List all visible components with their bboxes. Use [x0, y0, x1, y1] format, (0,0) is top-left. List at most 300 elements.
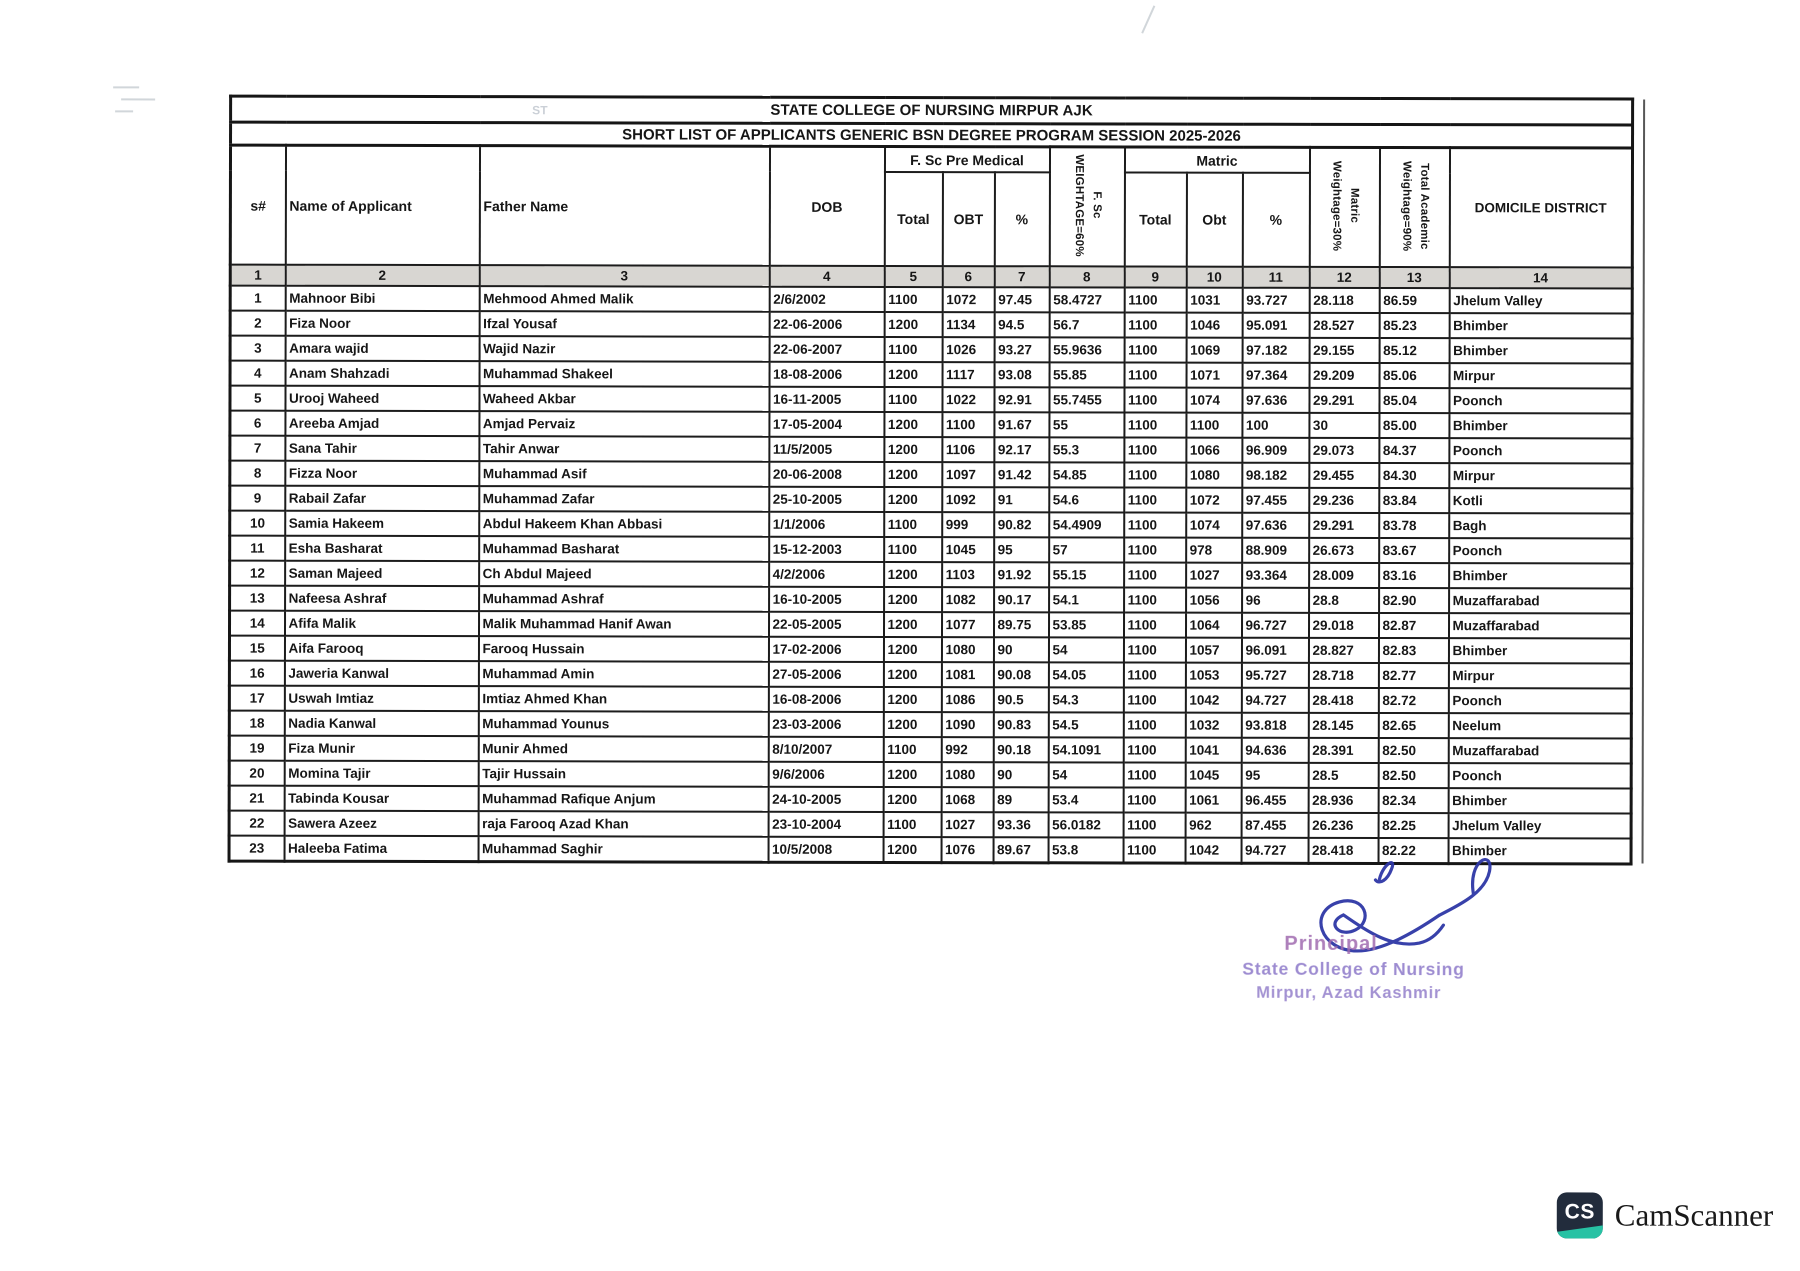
table-cell: 10/5/2008 [768, 837, 883, 863]
table-cell: 29.291 [1309, 513, 1379, 538]
table-cell: 56.0182 [1048, 812, 1123, 837]
table-cell: 1022 [942, 387, 994, 412]
table-cell: 1069 [1186, 338, 1242, 363]
table-cell: 1100 [1124, 437, 1186, 462]
table-row [229, 761, 1631, 789]
table-cell: Imtiaz Ahmed Khan [478, 686, 768, 712]
header-matric-group: Matric [1124, 147, 1309, 173]
table-cell: 89 [993, 787, 1048, 812]
table-cell: 89.67 [993, 837, 1048, 863]
table-cell: 96.091 [1241, 638, 1308, 663]
table-cell: 93.36 [993, 812, 1048, 837]
table-cell: 1080 [1186, 463, 1242, 488]
table-cell: 1100 [1124, 487, 1186, 512]
table-cell: 1200 [883, 837, 941, 863]
table-cell: 54 [1048, 762, 1123, 787]
table-cell: 29.018 [1308, 613, 1378, 638]
table-cell: 1100 [942, 412, 994, 437]
table-cell: 55.15 [1049, 562, 1124, 587]
table-cell: Mirpur [1449, 463, 1632, 488]
table-cell: Haleeba Fatima [284, 836, 478, 862]
table-cell: 28.418 [1308, 838, 1378, 864]
table-cell: 1074 [1186, 513, 1242, 538]
table-cell: 4/2/2006 [769, 562, 884, 587]
column-number: 1 [230, 265, 285, 286]
table-cell: 28.827 [1308, 638, 1378, 663]
table-cell: 1200 [884, 437, 942, 462]
table-cell: 95 [994, 537, 1049, 562]
table-cell: Uswah Imtiaz [284, 686, 478, 711]
stamp-line-2: State College of Nursing [1242, 958, 1465, 980]
table-cell: 29.073 [1309, 438, 1379, 463]
table-cell: Nadia Kanwal [284, 711, 478, 736]
table-cell: 1100 [1124, 412, 1186, 437]
table-cell: Muhammad Zafar [479, 486, 769, 512]
table-cell: 1064 [1185, 613, 1241, 638]
table-cell: 55.9636 [1049, 337, 1124, 362]
document-title: ST STATE COLLEGE OF NURSING MIRPUR AJK [231, 96, 1633, 125]
table-cell: 30 [1309, 413, 1379, 438]
table-cell: 1045 [1185, 763, 1241, 788]
header-group-row [230, 145, 1632, 173]
table-cell: 95.727 [1241, 663, 1308, 688]
table-cell: 1100 [1123, 687, 1185, 712]
table-cell: 16 [229, 661, 284, 686]
header-sno: s# [230, 145, 285, 265]
table-cell: Jhelum Valley [1449, 288, 1632, 313]
table-cell: Tahir Anwar [479, 436, 769, 462]
table-cell: Poonch [1449, 438, 1632, 463]
document-subtitle: SHORT LIST OF APPLICANTS GENERIC BSN DEGREE PROGRAM SESSION 2025-2026 [231, 122, 1633, 148]
table-cell: 1100 [884, 287, 942, 312]
table-cell: 10 [230, 511, 285, 536]
column-number: 4 [769, 266, 884, 287]
table-row [230, 561, 1632, 589]
table-cell: 100 [1242, 413, 1309, 438]
table-cell: 22-05-2005 [768, 612, 883, 637]
table-cell: 96.727 [1241, 613, 1308, 638]
table-cell: Amara wajid [285, 336, 479, 361]
table-cell: 88.909 [1242, 538, 1309, 563]
table-cell: 55.3 [1049, 437, 1124, 462]
table-cell: 1100 [1124, 387, 1186, 412]
table-cell: 54.85 [1049, 462, 1124, 487]
table-cell: 8 [230, 461, 285, 486]
table-cell: 85.00 [1379, 413, 1449, 438]
table-cell: 20 [229, 761, 284, 786]
table-cell: 94.5 [994, 312, 1049, 337]
table-cell: 56.7 [1049, 312, 1124, 337]
table-cell: 1100 [1124, 537, 1186, 562]
table-cell: 16-10-2005 [769, 587, 884, 612]
table-cell: Areeba Amjad [285, 411, 479, 436]
table-cell: Saman Majeed [285, 561, 479, 586]
table-cell: 29.291 [1309, 388, 1379, 413]
table-cell: 1106 [942, 437, 994, 462]
table-cell: 82.72 [1378, 688, 1448, 713]
table-cell: 1200 [884, 312, 942, 337]
table-cell: Anam Shahzadi [285, 361, 479, 386]
table-cell: 1042 [1185, 688, 1241, 713]
table-cell: 94.727 [1241, 838, 1308, 864]
table-cell: 1026 [942, 337, 994, 362]
table-cell: 9/6/2006 [768, 762, 883, 787]
table-cell: 82.34 [1378, 788, 1448, 813]
table-cell: 26.673 [1309, 538, 1379, 563]
table-cell: 962 [1185, 813, 1241, 838]
table-cell: Muhammad Rafique Anjum [478, 786, 768, 812]
table-cell: 1072 [1186, 488, 1242, 513]
title-row [231, 96, 1633, 125]
table-cell: 1100 [1123, 637, 1185, 662]
table-cell: 1027 [941, 812, 993, 837]
table-cell: 54.3 [1048, 687, 1123, 712]
table-cell: 82.77 [1378, 663, 1448, 688]
table-cell: 8/10/2007 [768, 737, 883, 762]
vertical-text: Total Academic Weightage=90% [1400, 160, 1431, 252]
table-cell: 12 [230, 561, 285, 586]
table-row [230, 461, 1632, 489]
table-cell: 1045 [942, 537, 994, 562]
table-cell: Ifzal Yousaf [479, 311, 769, 337]
table-cell: 16-11-2005 [769, 387, 884, 412]
table-cell: 93.818 [1241, 713, 1308, 738]
camscanner-brand-text: CamScanner [1614, 1197, 1774, 1233]
table-cell: 1097 [942, 462, 994, 487]
table-cell: 1090 [941, 712, 993, 737]
table-row [230, 286, 1632, 314]
table-cell: Bhimber [1448, 638, 1631, 663]
table-cell: 1200 [884, 362, 942, 387]
table-cell: 28.118 [1309, 288, 1379, 313]
table-cell: 1200 [883, 712, 941, 737]
stamp-line-3: Mirpur, Azad Kashmir [1256, 983, 1442, 1002]
table-cell: 97.364 [1242, 363, 1309, 388]
table-cell: 1100 [884, 387, 942, 412]
vertical-text: F. Sc WEIGHTAGE=60% [1072, 154, 1103, 257]
scan-artifact [115, 110, 133, 112]
table-cell: 1032 [1185, 713, 1241, 738]
table-cell: 1081 [941, 662, 993, 687]
table-cell: 97.636 [1242, 513, 1309, 538]
table-cell: 1056 [1186, 588, 1242, 613]
table-cell: 54.6 [1049, 487, 1124, 512]
table-cell: 28.009 [1309, 563, 1379, 588]
table-cell: Fiza Noor [285, 311, 479, 336]
table-cell: 29.155 [1309, 338, 1379, 363]
table-cell: 83.84 [1379, 488, 1449, 513]
table-cell: 91.67 [994, 412, 1049, 437]
table-cell: 53.8 [1048, 837, 1123, 863]
table-cell: 1100 [1123, 837, 1185, 863]
table-cell: 2 [230, 311, 285, 336]
table-cell: 92.17 [994, 437, 1049, 462]
table-cell: 18-08-2006 [769, 362, 884, 387]
table-cell: 1076 [941, 837, 993, 863]
table-cell: 28.145 [1308, 713, 1378, 738]
table-cell: 1066 [1186, 438, 1242, 463]
table-cell: 54.1091 [1048, 737, 1123, 762]
table-cell: 93.727 [1242, 288, 1309, 313]
table-cell: 93.27 [994, 337, 1049, 362]
table-cell: 85.12 [1379, 338, 1449, 363]
table-cell: 20-06-2008 [769, 462, 884, 487]
table-cell: 85.06 [1379, 363, 1449, 388]
table-cell: 98.182 [1242, 463, 1309, 488]
table-cell: Poonch [1449, 538, 1632, 563]
table-cell: 1082 [942, 587, 994, 612]
table-cell: 1100 [1123, 737, 1185, 762]
table-cell: 1103 [942, 562, 994, 587]
table-cell: 90.82 [994, 512, 1049, 537]
header-matric-pct: % [1242, 173, 1309, 267]
table-cell: 85.23 [1379, 313, 1449, 338]
table-cell: 97.182 [1242, 338, 1309, 363]
table-cell: 1057 [1185, 638, 1241, 663]
table-cell: 1086 [941, 687, 993, 712]
table-cell: 94.727 [1241, 688, 1308, 713]
header-fsc-weightage [1049, 147, 1124, 267]
table-row [229, 711, 1631, 739]
table-row [229, 686, 1631, 714]
table-cell: 9 [230, 486, 285, 511]
scan-artifact [1141, 5, 1155, 33]
table-cell: Bhimber [1449, 338, 1632, 363]
table-cell: 85.04 [1379, 388, 1449, 413]
table-cell: 26.236 [1308, 813, 1378, 838]
table-cell: Bhimber [1449, 413, 1632, 438]
table-cell: 3 [230, 336, 285, 361]
table-cell: 1092 [942, 487, 994, 512]
table-cell: 999 [942, 512, 994, 537]
table-cell: 57 [1049, 537, 1124, 562]
table-cell: 96.455 [1241, 788, 1308, 813]
column-number: 2 [285, 265, 479, 286]
table-cell: 92.91 [994, 387, 1049, 412]
table-cell: 55.85 [1049, 362, 1124, 387]
header-matric-obt: Obt [1186, 173, 1242, 267]
table-cell: 1080 [941, 762, 993, 787]
table-cell: 4 [230, 361, 285, 386]
table-cell: 21 [229, 786, 284, 811]
table-cell: 978 [1186, 538, 1242, 563]
table-cell: 82.22 [1378, 838, 1448, 864]
table-cell: 54 [1048, 637, 1123, 662]
table-cell: 86.59 [1379, 288, 1449, 313]
table-cell: Bhimber [1449, 563, 1632, 588]
table-cell: 1200 [884, 462, 942, 487]
table-row [229, 811, 1631, 839]
table-cell: 89.75 [993, 612, 1048, 637]
camscanner-watermark [1557, 1192, 1773, 1238]
table-row [229, 736, 1631, 764]
table-cell: 1200 [884, 562, 942, 587]
table-cell: 27-05-2006 [768, 662, 883, 687]
table-cell: 54.4909 [1049, 512, 1124, 537]
table-cell: 54.1 [1049, 587, 1124, 612]
table-cell: 95.091 [1242, 313, 1309, 338]
camscanner-logo-text: CS [1564, 1200, 1595, 1224]
table-cell: 1046 [1186, 313, 1242, 338]
table-cell: 1 [230, 286, 285, 311]
table-cell: 82.50 [1378, 763, 1448, 788]
ghost-bleed-text: ST [532, 103, 548, 118]
table-cell: Urooj Waheed [285, 386, 479, 411]
table-cell: 1117 [942, 362, 994, 387]
table-cell: 1068 [941, 787, 993, 812]
table-cell: 90.83 [993, 712, 1048, 737]
table-cell: 91.92 [994, 562, 1049, 587]
table-cell: 1100 [1124, 362, 1186, 387]
table-cell: 82.25 [1378, 813, 1448, 838]
table-cell: 83.78 [1379, 513, 1449, 538]
table-cell: Poonch [1449, 388, 1632, 413]
table-cell: Bagh [1449, 513, 1632, 538]
column-number: 9 [1124, 266, 1186, 287]
table-cell: 28.718 [1308, 663, 1378, 688]
table-cell: Muzaffarabad [1449, 588, 1632, 613]
table-cell: Mehmood Ahmed Malik [479, 286, 769, 312]
table-cell: Abdul Hakeem Khan Abbasi [479, 511, 769, 537]
table-cell: 23-10-2004 [768, 812, 883, 837]
table-cell: 1100 [1124, 462, 1186, 487]
column-number: 10 [1186, 267, 1242, 288]
column-number: 3 [479, 265, 769, 287]
table-cell: 22-06-2007 [769, 337, 884, 362]
table-cell: Ch Abdul Majeed [479, 561, 769, 587]
table-cell: 90 [993, 637, 1048, 662]
table-cell: 95 [1241, 763, 1308, 788]
table-cell: Rabail Zafar [285, 486, 479, 511]
camscanner-teal-stripe [1557, 1224, 1603, 1239]
vertical-text: Matric Weightage=30% [1330, 160, 1361, 252]
table-cell: 1027 [1186, 563, 1242, 588]
table-row [230, 511, 1632, 539]
table-row [229, 611, 1631, 639]
table-cell: 1200 [883, 662, 941, 687]
table-cell: Muhammad Saghir [478, 836, 768, 862]
table-cell: Mirpur [1448, 663, 1631, 688]
table-cell: 90 [993, 762, 1048, 787]
table-row [230, 411, 1632, 439]
header-matric-total: Total [1124, 172, 1186, 266]
table-cell: 1100 [1124, 587, 1186, 612]
table-cell: Waheed Akbar [479, 386, 769, 412]
table-cell: Fizza Noor [285, 461, 479, 486]
table-cell: Wajid Nazir [479, 336, 769, 362]
column-number: 14 [1449, 267, 1632, 288]
table-cell: 84.37 [1379, 438, 1449, 463]
table-cell: 1100 [1123, 787, 1185, 812]
table-cell: 17-02-2006 [768, 637, 883, 662]
table-cell: Neelum [1448, 713, 1631, 738]
table-cell: 1200 [883, 612, 941, 637]
table-cell: 7 [230, 436, 285, 461]
header-name: Name of Applicant [285, 145, 479, 265]
table-cell: 90.17 [994, 587, 1049, 612]
table-cell: 1042 [1185, 838, 1241, 864]
table-cell: 14 [229, 611, 284, 636]
header-dob: DOB [769, 146, 884, 266]
table-cell: 91 [994, 487, 1049, 512]
table-cell: 18 [229, 711, 284, 736]
table-cell: 24-10-2005 [768, 787, 883, 812]
table-cell: 94.636 [1241, 738, 1308, 763]
table-cell: 1200 [884, 487, 942, 512]
table-cell: 97.45 [994, 287, 1049, 312]
column-number: 8 [1049, 266, 1124, 287]
table-cell: 15-12-2003 [769, 537, 884, 562]
table-cell: 1074 [1186, 388, 1242, 413]
table-cell: 1100 [1123, 712, 1185, 737]
table-cell: 54.5 [1048, 712, 1123, 737]
table-cell: 83.67 [1379, 538, 1449, 563]
table-cell: 1100 [884, 537, 942, 562]
table-cell: Aifa Farooq [284, 636, 478, 661]
column-number: 11 [1242, 267, 1309, 288]
camscanner-logo-icon [1557, 1192, 1603, 1238]
column-number: 7 [994, 266, 1049, 287]
table-cell: 91.42 [994, 462, 1049, 487]
table-cell: 28.936 [1308, 788, 1378, 813]
table-cell: Mahnoor Bibi [285, 286, 479, 311]
table-cell: 13 [230, 586, 285, 611]
table-cell: 1/1/2006 [769, 512, 884, 537]
header-total-academic-weightage [1379, 148, 1449, 268]
table-cell: 28.5 [1308, 763, 1378, 788]
table-cell: 28.418 [1308, 688, 1378, 713]
table-row [230, 386, 1632, 414]
table-cell: raja Farooq Azad Khan [478, 811, 768, 837]
table-cell: 1071 [1186, 363, 1242, 388]
table-cell: Bhimber [1449, 313, 1632, 338]
table-cell: 82.65 [1378, 713, 1448, 738]
table-cell: Tajir Hussain [478, 761, 768, 787]
table-cell: 97.455 [1242, 488, 1309, 513]
table-cell: 1100 [1123, 762, 1185, 787]
table-cell: 29.209 [1309, 363, 1379, 388]
table-cell: 29.455 [1309, 463, 1379, 488]
table-cell: 11/5/2005 [769, 437, 884, 462]
column-number: 6 [942, 266, 994, 287]
table-body [229, 286, 1632, 864]
page-edge-line [1642, 100, 1646, 864]
table-cell: Momina Tajir [284, 761, 478, 786]
table-cell: Sawera Azeez [284, 811, 478, 836]
table-row [230, 436, 1632, 464]
table-cell: Jhelum Valley [1448, 813, 1631, 838]
table-cell: 1072 [942, 287, 994, 312]
table-cell: 1041 [1185, 738, 1241, 763]
table-cell: 82.87 [1378, 613, 1448, 638]
table-cell: 1134 [942, 312, 994, 337]
table-cell: 1200 [883, 762, 941, 787]
table-cell: Sana Tahir [285, 436, 479, 461]
table-row [230, 586, 1632, 614]
table-cell: 23 [229, 836, 284, 862]
table-cell: 90.5 [993, 687, 1048, 712]
table-cell: 22-06-2006 [769, 312, 884, 337]
table-cell: 1100 [884, 337, 942, 362]
table-cell: Amjad Pervaiz [479, 411, 769, 437]
table-cell: 82.50 [1378, 738, 1448, 763]
header-fsc-total: Total [884, 172, 942, 266]
table-cell: 25-10-2005 [769, 487, 884, 512]
table-cell: Nafeesa Ashraf [285, 586, 479, 611]
table-cell: 53.85 [1048, 612, 1123, 637]
table-cell: 28.8 [1309, 588, 1379, 613]
table-cell: Muhammad Basharat [479, 536, 769, 562]
